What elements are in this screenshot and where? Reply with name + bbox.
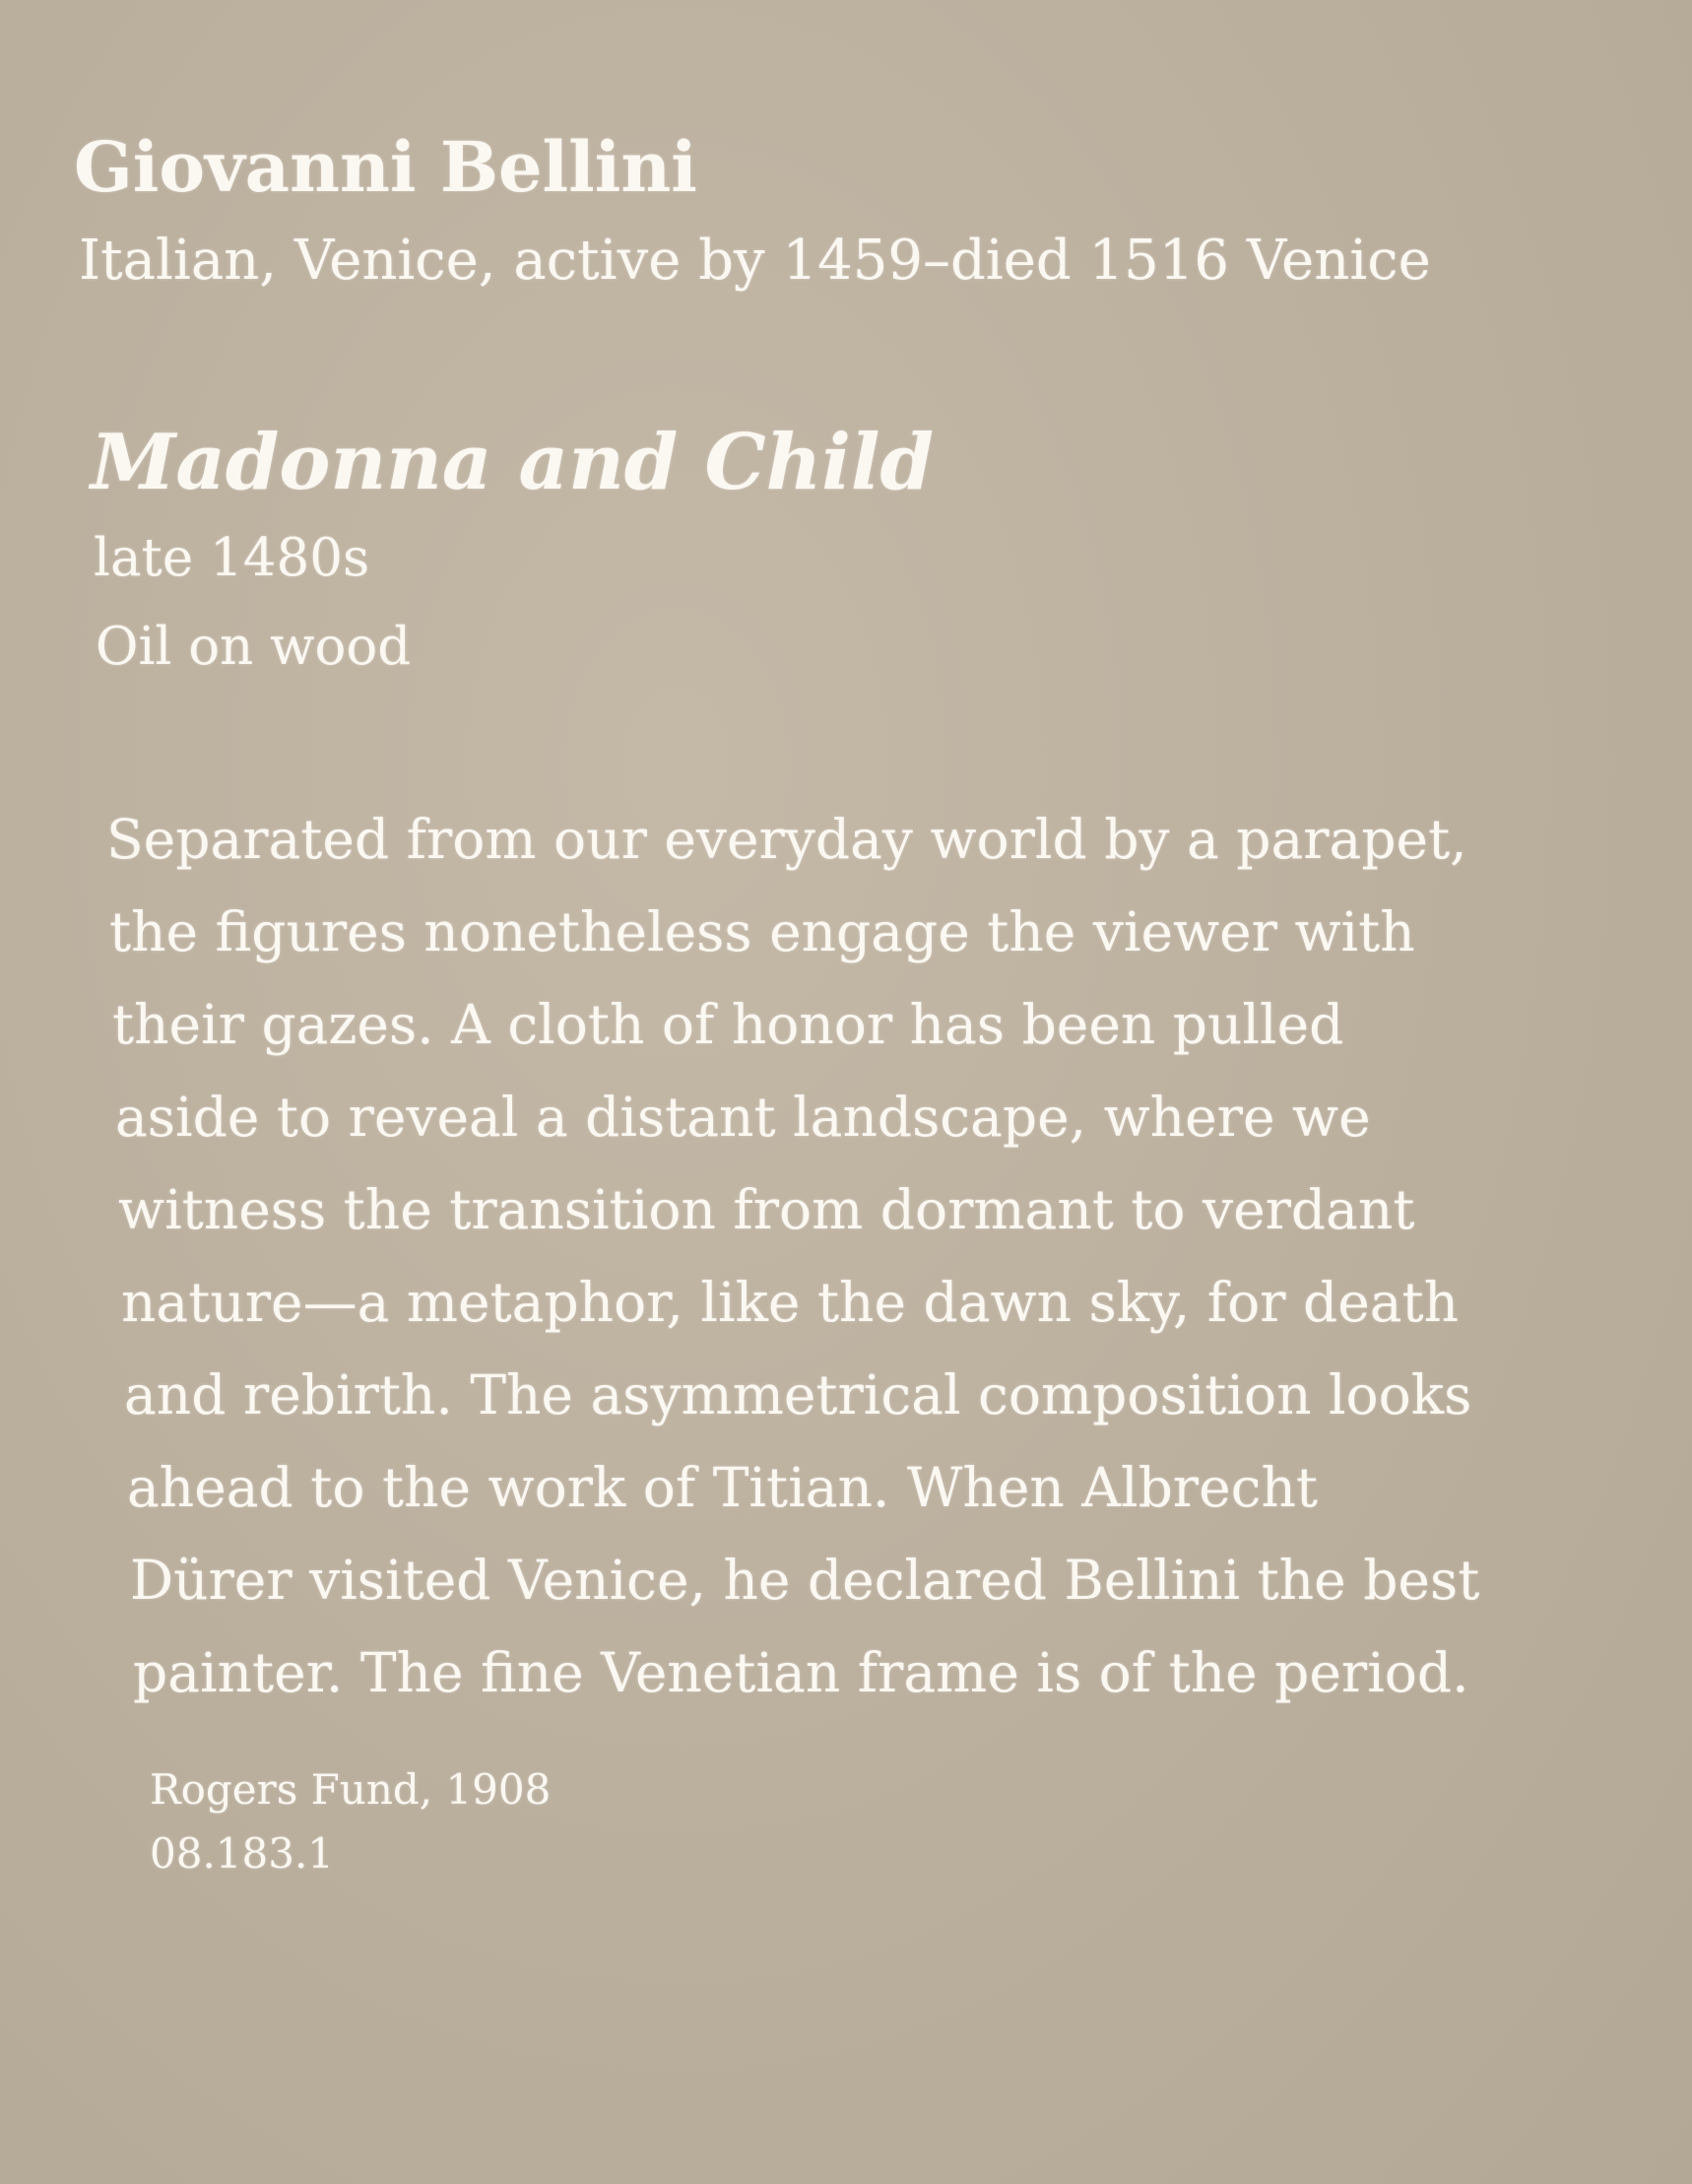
description-line: painter. The fine Venetian frame is of the period. (133, 1641, 1469, 1704)
description-line: Separated from our everyday world by a parapet, (106, 808, 1467, 871)
artist-bio: Italian, Venice, active by 1459–died 1516 Venice (79, 229, 1431, 293)
description-line: Dürer visited Venice, he declared Bellini the best (130, 1549, 1480, 1612)
artwork-description (106, 793, 1643, 1719)
credit-line: Rogers Fund, 1908 (150, 1765, 552, 1814)
accession-number: 08.183.1 (150, 1829, 335, 1878)
description-line: witness the transition from dormant to verdant (118, 1178, 1415, 1241)
description-line: their gazes. A cloth of honor has been pulled (112, 993, 1344, 1056)
artwork-date: late 1480s (94, 528, 370, 588)
description-line: nature—a metaphor, like the dawn sky, for death (121, 1271, 1460, 1334)
artwork-title: Madonna and Child (91, 418, 935, 507)
description-line: aside to reveal a distant landscape, where we (115, 1086, 1371, 1149)
artwork-medium: Oil on wood (96, 617, 412, 677)
artist-name: Giovanni Bellini (74, 126, 697, 208)
description-line: and rebirth. The asymmetrical composition looks (124, 1363, 1472, 1426)
description-line: the figures nonetheless engage the viewer with (109, 900, 1415, 963)
description-line: ahead to the work of Titian. When Albrecht (127, 1456, 1318, 1519)
